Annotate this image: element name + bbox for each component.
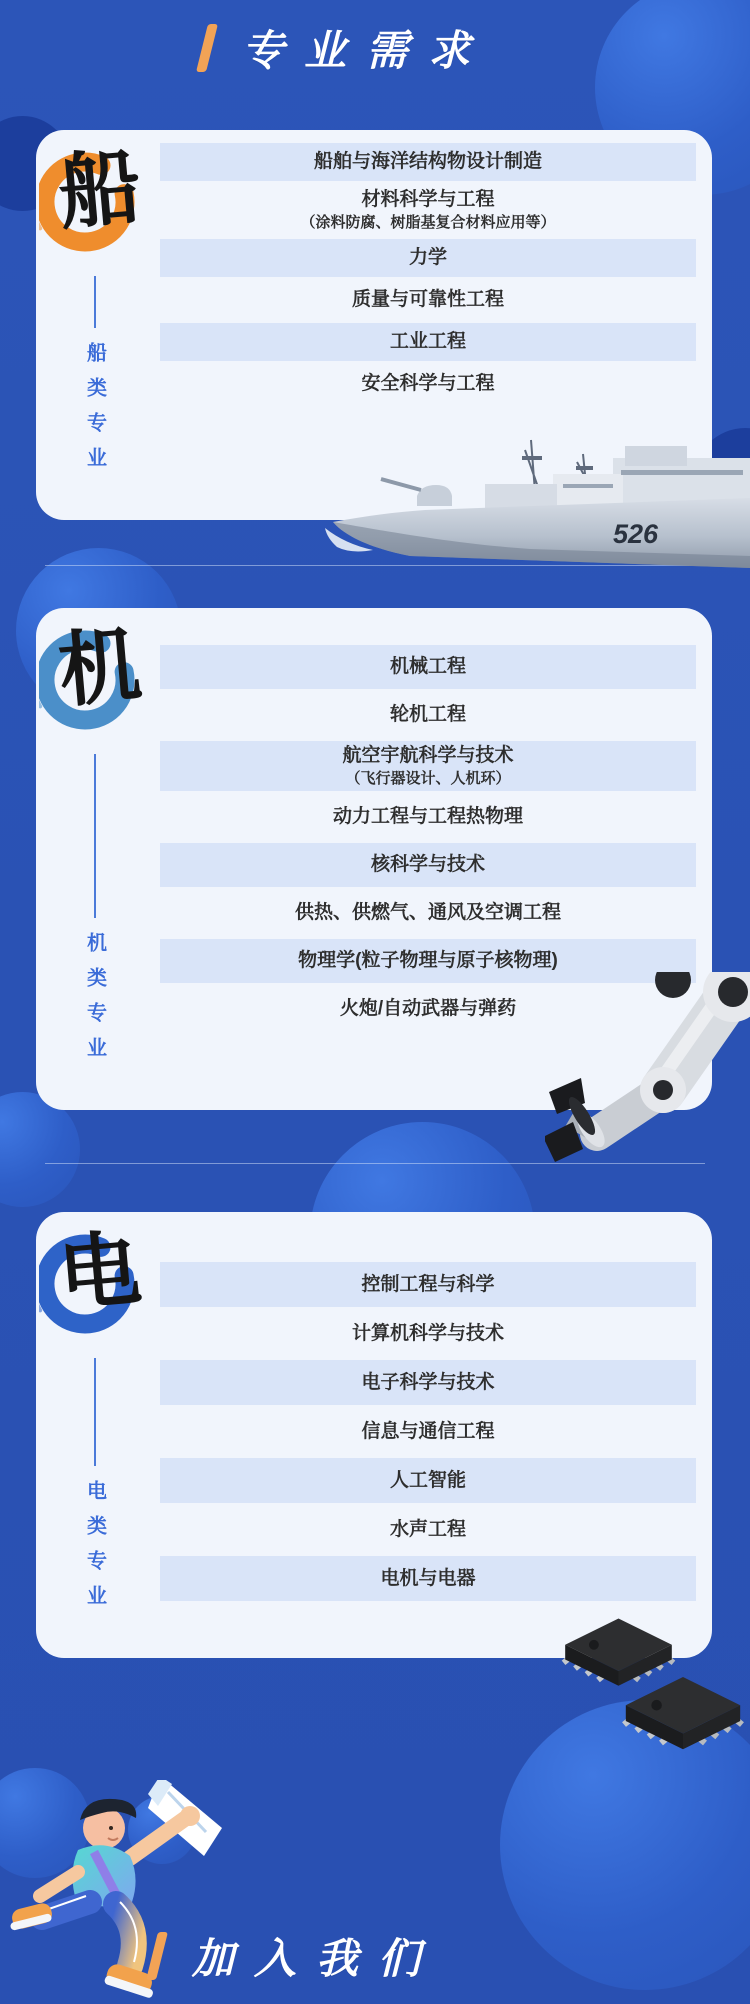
major-card-electric	[36, 1212, 712, 1658]
page-footer	[152, 1926, 440, 1986]
major-item-text: 信息与通信工程	[361, 1420, 495, 1442]
vertical-line	[94, 1358, 96, 1466]
major-item-text: 人工智能	[389, 1469, 466, 1491]
major-item-text: 水声工程	[389, 1518, 466, 1540]
major-item-text: 控制工程与科学	[361, 1273, 495, 1295]
major-item	[160, 1556, 696, 1601]
page-header	[202, 18, 490, 78]
major-item	[160, 741, 696, 791]
brush-char: 机	[55, 619, 145, 718]
major-item-text: 物理学(粒子物理与原子核物理)	[298, 950, 558, 972]
major-item	[160, 693, 696, 737]
vertical-line	[94, 754, 96, 918]
page-title: 专业需求	[242, 27, 491, 74]
accent-bar-icon	[196, 24, 218, 72]
card-left-column	[36, 1212, 154, 1658]
card-left-column	[36, 608, 154, 1110]
major-item	[160, 1360, 696, 1405]
major-item	[160, 185, 696, 235]
major-item-subtext: （飞行器设计、人机环）	[345, 769, 511, 787]
vertical-label: 机类专业	[83, 932, 106, 1072]
electric-brush-icon	[39, 1223, 151, 1342]
major-item-text: 电子科学与技术	[361, 1371, 495, 1393]
major-item	[160, 1262, 696, 1307]
major-item	[160, 281, 696, 319]
warship-image	[325, 432, 750, 597]
robot-arm-image	[545, 972, 750, 1197]
major-item-text: 航空宇航科学与技术	[342, 745, 514, 766]
major-item-text: 机械工程	[389, 656, 466, 678]
vertical-label: 电类专业	[83, 1480, 106, 1620]
major-item-text: 材料科学与工程	[361, 189, 495, 210]
major-item	[160, 1458, 696, 1503]
major-item-text: 计算机科学与技术	[351, 1322, 504, 1344]
major-item-text: 核科学与技术	[370, 854, 485, 876]
major-item	[160, 843, 696, 887]
major-item-text: 安全科学与工程	[361, 373, 495, 395]
major-item-text: 轮机工程	[389, 704, 466, 726]
major-item	[160, 1409, 696, 1454]
card-left-column	[36, 130, 154, 520]
ship-brush-icon	[39, 141, 151, 260]
major-item-text: 供热、供燃气、通风及空调工程	[294, 902, 561, 924]
hull-number: 526	[613, 519, 659, 549]
major-item-text: 电机与电器	[380, 1567, 476, 1589]
major-item	[160, 323, 696, 361]
major-item	[160, 1311, 696, 1356]
brush-char: 电	[55, 1223, 145, 1322]
brush-char: 船	[55, 141, 145, 240]
major-item	[160, 1507, 696, 1552]
major-item	[160, 365, 696, 403]
major-item-subtext: （涂料防腐、树脂基复合材料应用等）	[300, 213, 556, 231]
machine-brush-icon	[39, 619, 151, 738]
major-item-text: 力学	[408, 247, 447, 269]
major-item	[160, 645, 696, 689]
majors-list	[154, 1212, 712, 1658]
major-item-text: 火炮/自动武器与弹药	[339, 998, 517, 1020]
major-item-text: 工业工程	[389, 331, 466, 353]
vertical-label: 船类专业	[83, 342, 106, 482]
vertical-line	[94, 276, 96, 328]
major-item	[160, 239, 696, 277]
major-item	[160, 795, 696, 839]
footer-title: 加入我们	[192, 1935, 441, 1982]
chips-image	[555, 1612, 750, 1782]
major-item-text: 质量与可靠性工程	[351, 289, 504, 311]
major-item	[160, 891, 696, 935]
major-item-text: 船舶与海洋结构物设计制造	[313, 151, 542, 173]
major-item-text: 动力工程与工程热物理	[332, 806, 523, 828]
major-item	[160, 143, 696, 181]
